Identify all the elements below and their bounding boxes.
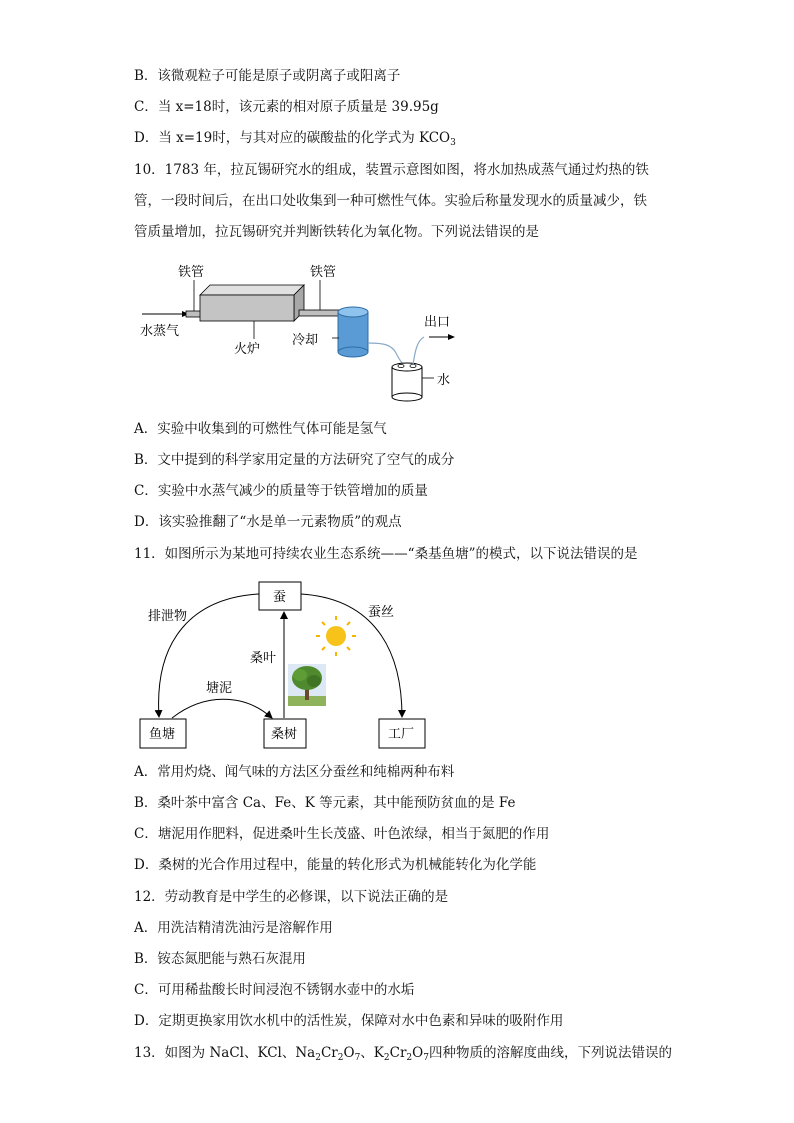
mulberry-tree-label: 桑树: [271, 727, 298, 742]
label-iron-tube-right: 铁管: [310, 265, 337, 280]
q10-apparatus-figure: [134, 255, 474, 405]
q13-stem: [134, 1043, 672, 1068]
q10-stem-line1: 10．1783 年，拉瓦锡研究水的组成，装置示意图如图，将水加热成蒸气通过灼热的铁: [134, 162, 649, 178]
q12-option-c: C．可用稀盐酸长时间浸泡不锈钢水壶中的水垢: [134, 982, 415, 998]
sun-icon: [316, 616, 356, 656]
fish-pond-label: 鱼塘: [149, 727, 176, 742]
q13-sub: 2: [337, 1053, 344, 1063]
q9-option-b: B．该微观粒子可能是原子或阴离子或阳离子: [134, 68, 401, 84]
q12-option-d: D．定期更换家用饮水机中的活性炭，保障对水中色素和异味的吸附作用: [134, 1013, 564, 1029]
q11-option-d: D．桑树的光合作用过程中，能量的转化形式为机械能转化为化学能: [134, 857, 537, 873]
q9-option-d-text: D．当 x=19时，与其对应的碳酸盐的化学式为 KCO: [134, 130, 451, 146]
label-iron-tube-left: 铁管: [178, 265, 205, 280]
q10-option-b: B．文中提到的科学家用定量的方法研究了空气的成分: [134, 452, 455, 468]
silk-label: 蚕丝: [368, 605, 395, 620]
q13-sub: 2: [315, 1053, 321, 1063]
label-water: 水: [437, 373, 451, 388]
q10-option-a: A．实验中收集到的可燃性气体可能是氢气: [134, 421, 387, 437]
excrement-label: 排泄物: [148, 609, 188, 624]
q9-option-c: C．当 x=18时，该元素的相对原子质量是 39.95g: [134, 99, 439, 115]
q13-stem-part: O: [343, 1045, 355, 1061]
label-outlet: 出口: [424, 315, 451, 330]
q13-stem-part: Cr: [389, 1045, 407, 1061]
label-cooling: 冷却: [292, 333, 319, 348]
q13-stem-part: O: [412, 1045, 424, 1061]
q12-option-b: B．铵态氮肥能与熟石灰混用: [134, 951, 306, 967]
q12-option-a: A．用洗洁精清洗油污是溶解作用: [134, 920, 333, 936]
q11-option-c: C．塘泥用作肥料，促进桑叶生长茂盛、叶色浓绿，相当于氮肥的作用: [134, 826, 550, 842]
q13-sub: 7: [354, 1053, 361, 1063]
pond-mud-label: 塘泥: [206, 681, 233, 696]
q11-option-a: A．常用灼烧、闻气味的方法区分蚕丝和纯棉两种布料: [134, 764, 455, 780]
silkworm-label: 蚕: [273, 590, 287, 605]
label-steam: 水蒸气: [140, 324, 180, 339]
q13-sub: 7: [423, 1053, 429, 1063]
mulberry-tree-image: [288, 664, 326, 706]
q13-stem-part: Cr: [320, 1045, 338, 1061]
q10-stem-line3: 管质量增加，拉瓦锡研究并判断铁转化为氧化物。下列说法错误的是: [134, 224, 539, 240]
q10-stem-line2: 管，一段时间后，在出口处收集到一种可燃性气体。实验后称量发现水的质量减少，铁: [134, 193, 647, 209]
q13-stem-part: 13．如图为 NaCl、KCl、Na: [134, 1045, 316, 1061]
q11-option-b: B．桑叶茶中富含 Ca、Fe、K 等元素，其中能预防贫血的是 Fe: [134, 795, 516, 811]
q13-stem-part: 四种物质的溶解度曲线，下列说法错误的: [428, 1045, 672, 1061]
q10-option-c: C．实验中水蒸气减少的质量等于铁管增加的质量: [134, 483, 428, 499]
factory-label: 工厂: [388, 727, 415, 742]
q11-ecosystem-figure: [134, 578, 454, 756]
q13-stem-part: 、K: [360, 1045, 384, 1061]
q13-sub: 2: [383, 1053, 390, 1063]
mulberry-leaf-label: 桑叶: [250, 651, 277, 666]
q9-option-d-subscript: 3: [450, 138, 456, 148]
q11-stem: 11．如图所示为某地可持续农业生态系统——“桑基鱼塘”的模式，以下说法错误的是: [134, 546, 638, 562]
label-furnace: 火炉: [234, 342, 261, 357]
q9-option-d: [134, 128, 456, 153]
q10-option-d: D．该实验推翻了“水是单一元素物质”的观点: [134, 514, 402, 530]
q12-stem: 12．劳动教育是中学生的必修课，以下说法正确的是: [134, 889, 449, 905]
q13-sub: 2: [406, 1053, 413, 1063]
